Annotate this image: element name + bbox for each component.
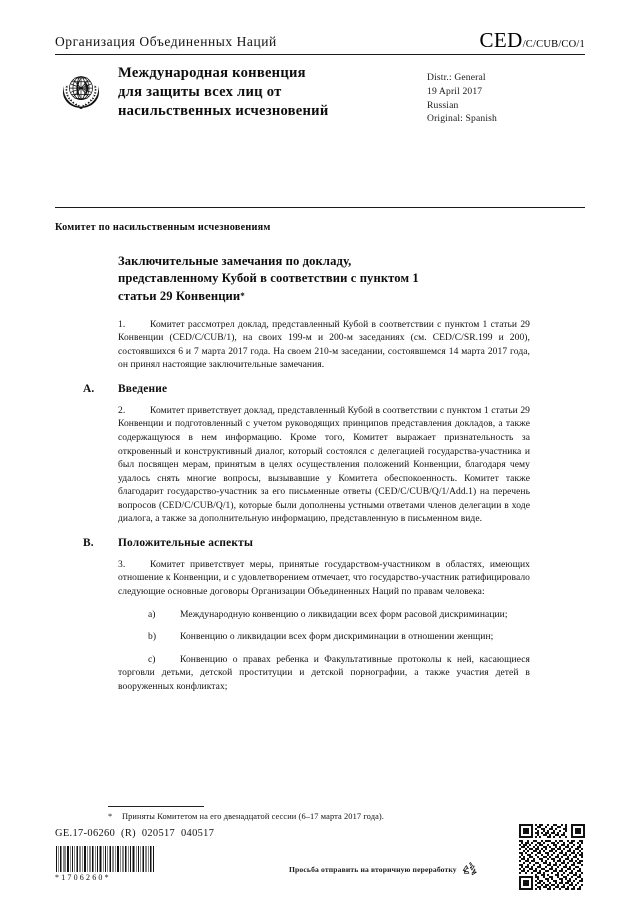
footnote-marker: * [108, 812, 113, 821]
masthead [55, 28, 585, 125]
header-rule-top [55, 54, 585, 55]
list-item-a-letter: a) [148, 608, 156, 620]
list-item-b-text: Конвенцию о ликвидации всех форм дискриминации в отношении женщин; [180, 631, 494, 643]
barcode-digits: *1706260* [55, 873, 111, 882]
list-item-a-text: Международную конвенцию о ликвидации всех форм расовой дискриминации; [180, 608, 508, 620]
section-a-letter: A. [83, 382, 95, 395]
barcode-block [55, 846, 155, 882]
paragraph-3-body [118, 558, 530, 599]
recycle-notice [289, 861, 478, 878]
header-rule-bottom [55, 207, 585, 208]
section-b-letter: B. [83, 536, 94, 549]
list-item-b-letter: b) [148, 631, 157, 643]
convention-title-line-3: насильственных исчезновений [118, 102, 329, 119]
footnote [108, 812, 528, 821]
paragraph-2 [118, 404, 530, 526]
list-item-b-body [118, 630, 530, 644]
footnote-separator [108, 806, 204, 807]
page-title-line-3-text: статьи 29 Конвенции [118, 288, 241, 303]
organization-row [55, 30, 585, 51]
paragraph-3-text: Комитет приветствует меры, принятые государством-участником в областях, имеющих отношение к Конвенции, и с удовлетворением отмечает, что государство-участник ратифицировало следующие основные договоры Организации Объединенных Наций по правам человека: [118, 558, 530, 597]
paragraph-2-number: 2. [118, 404, 126, 416]
section-heading-a [83, 383, 530, 395]
list-item-c-letter: c) [148, 653, 156, 665]
page-title-line-1: Заключительные замечания по докладу, [118, 254, 352, 268]
paragraph-3 [118, 558, 530, 599]
paragraph-1-body [118, 318, 530, 372]
section-a-title: Введение [118, 382, 168, 395]
page-title-line-2: представленному Кубой в соответствии с пунктом 1 [118, 271, 419, 286]
document-symbol-suffix: /C/CUB/CO/1 [522, 39, 585, 50]
list-item-a-body [118, 608, 530, 622]
distribution-date: 19 April 2017 [427, 85, 483, 97]
organization-name: Организация Объединенных Наций [55, 34, 277, 49]
footnote-marker-title: * [240, 290, 245, 301]
paragraph-1-number: 1. [118, 318, 126, 330]
convention-title-line-2: для защиты всех лиц от [118, 83, 282, 100]
document-body [55, 222, 585, 693]
document-symbol [479, 30, 585, 51]
document-reference-number: GE.17-06260 (R) 020517 040517 [55, 828, 215, 839]
paragraph-2-text: Комитет приветствует доклад, представленный Кубой в соответствии с пунктом 1 статьи 29 Конвенции и подготовленный с учетом руководящих принципов представления докладов, а также содержащуюся в нем информацию. Кроме того, Комитет выражает признательность за откровенный и конструктивный диалог, который состоялся с делегацией государства-участника и был посвящен мерам, принятым в целях осуществления положений Конвенции, благодаря чему удалось снять многие вопросы, вызывавшие у Комитета обеспокоенность. Комитет также благодарит государство-участник за его письменные ответы (CED/C/CUB/Q/1/Add.1) на перечень вопросов (CED/C/CUB/Q/1), которые были дополнены устными ответами членов делегации в ходе диалога, а также за дополнительную информацию, представленную в письменном виде. [118, 404, 530, 525]
paragraph-3-number: 3. [118, 558, 126, 570]
convention-title-line-1: Международная конвенция [118, 65, 306, 81]
document-symbol-prefix: CED [479, 28, 523, 52]
paragraph-1-text: Комитет рассмотрел доклад, представленный Кубой в соответствии с пунктом 1 статьи 29 Конвенции (CED/C/CUB/1), на своих 199-м и 200-м заседаниях (см. CED/C/SR.199 и 200), состоявшихся 6 и 7 марта 2017 года. На своем 210-м заседании, состоявшемся 14 марта 2017 года, он принял настоящие заключительные замечания. [118, 318, 530, 371]
un-emblem [58, 67, 104, 113]
convention-title-block [55, 64, 585, 125]
distribution-block [427, 71, 497, 126]
distribution-language: Russian [427, 99, 459, 111]
recycle-icon [461, 861, 478, 878]
list-item-c-body [118, 653, 530, 694]
qr-code [519, 824, 585, 890]
section-heading-b [83, 537, 530, 549]
list-item-c [118, 653, 530, 694]
page-title [118, 253, 530, 305]
distribution-type: Distr.: General [427, 72, 486, 83]
section-b-title: Положительные аспекты [118, 536, 254, 549]
convention-title [118, 64, 398, 121]
barcode-image [55, 846, 155, 872]
list-item-c-text: Конвенцию о правах ребенка и Факультативные протоколы к ней, касающиеся торговли детьми, детской проституции и детской порнографии, а также участия детей в вооруженных конфликтах; [118, 653, 530, 692]
paragraph-1 [118, 318, 530, 372]
paragraph-2-body [118, 404, 530, 526]
page-title-line-3 [118, 288, 530, 305]
committee-name: Комитет по насильственным исчезновениям [55, 222, 271, 233]
footnote-text: Приняты Комитетом на его двенадцатой сессии (6–17 марта 2017 года). [122, 812, 384, 821]
list-item-a [118, 608, 530, 622]
list-item-b [118, 630, 530, 644]
qr-code-image [519, 824, 585, 890]
recycle-notice-text: Просьба отправить на вторичную переработку [289, 865, 457, 874]
distribution-original: Original: Spanish [427, 113, 497, 125]
